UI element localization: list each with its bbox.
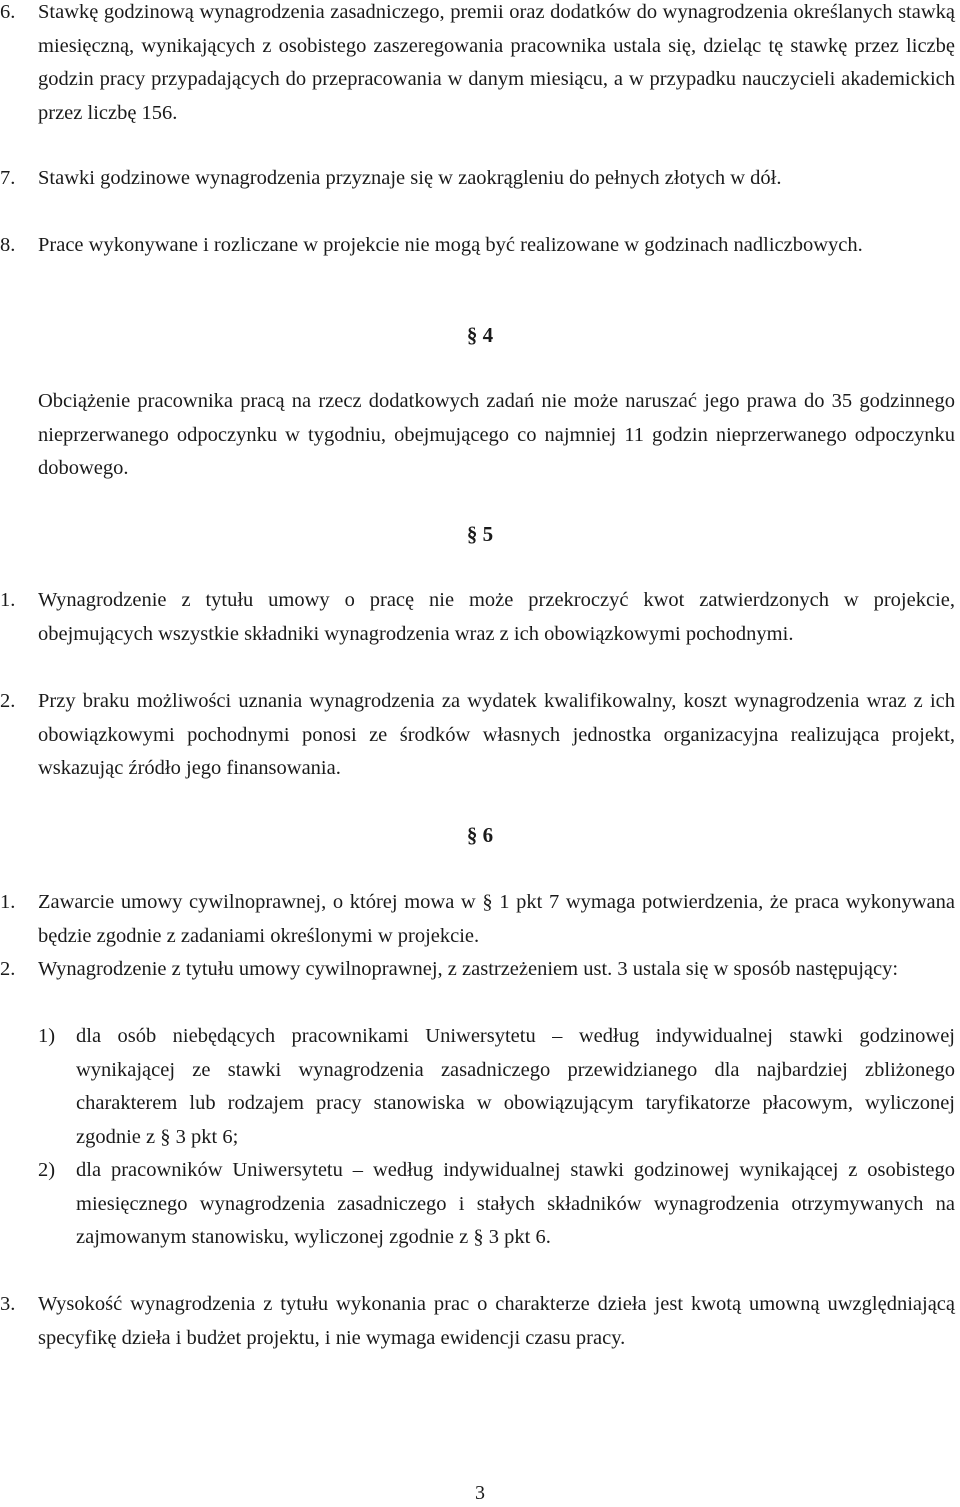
item-number: 1.	[0, 589, 16, 611]
section-6-item-3: Wysokość wynagrodzenia z tytułu wykonania prac o charakterze dzieła jest kwotą umowną uwzględniającą specyfikę dzieła i budżet projektu, i nie wymaga ewidencji czasu pracy.	[38, 1293, 955, 1349]
subitem-number: 2)	[38, 1159, 56, 1181]
section-6-item-2: Wynagrodzenie z tytułu umowy cywilnoprawnej, z zastrzeżeniem ust. 3 ustala się w sposób następujący:	[38, 958, 899, 980]
item-number: 2.	[0, 958, 16, 980]
section-heading-4: § 4	[466, 323, 494, 347]
item-number: 3.	[0, 1293, 16, 1315]
item-number: 8.	[0, 234, 16, 256]
section-heading-6: § 6	[466, 823, 494, 847]
paragraph-7: Stawki godzinowe wynagrodzenia przyznaje się w zaokrągleniu do pełnych złotych w dół.	[38, 167, 782, 189]
section-6-item-1: Zawarcie umowy cywilnoprawnej, o której mowa w § 1 pkt 7 wymaga potwierdzenia, że praca wykonywana będzie zgodnie z zadaniami określonymi w projekcie.	[38, 891, 955, 947]
item-number: 6.	[0, 1, 16, 23]
item-number: 2.	[0, 690, 16, 712]
item-number: 7.	[0, 167, 16, 189]
page-number: 3	[475, 1482, 485, 1504]
section-heading-5: § 5	[466, 522, 494, 546]
section-4-paragraph: Obciążenie pracownika pracą na rzecz dodatkowych zadań nie może naruszać jego prawa do 35 godzinnego nieprzerwanego odpoczynku w tygodniu, obejmującego co najmniej 11 godzin nieprzerwanego odpoczynku dobowego.	[38, 390, 955, 480]
paragraph-8: Prace wykonywane i rozliczane w projekcie nie mogą być realizowane w godzinach nadliczbowych.	[38, 234, 863, 256]
section-6-subitem-1: dla osób niebędących pracownikami Uniwersytetu – według indywidualnej stawki godzinowej wynikającej ze stawki wynagrodzenia zasadniczego przewidzianego dla najbardziej zbliżonego charakterem lub rodzajem pracy stanowiska w obowiązującym taryfikatorze płacowym, wyliczonej zgodnie z § 3 pkt 6;	[76, 1025, 955, 1148]
section-6-subitem-2: dla pracowników Uniwersytetu – według indywidualnej stawki godzinowej wynikającej z osobistego miesięcznego wynagrodzenia zasadniczego i stałych składników wynagrodzenia otrzymywanych na zajmowanym stanowisku, wyliczonej zgodnie z § 3 pkt 6.	[76, 1159, 955, 1249]
subitem-number: 1)	[38, 1025, 56, 1047]
item-number: 1.	[0, 891, 16, 913]
paragraph-6: Stawkę godzinową wynagrodzenia zasadniczego, premii oraz dodatków do wynagrodzenia określanych stawką miesięczną, wynikających z osobistego zaszeregowania pracownika ustala się, dzieląc tę stawkę przez liczbę godzin pracy przypadających do przepracowania w danym miesiącu, a w przypadku nauczycieli akademickich przez liczbę 156.	[38, 1, 955, 124]
section-5-item-1: Wynagrodzenie z tytułu umowy o pracę nie może przekroczyć kwot zatwierdzonych w projekcie, obejmujących wszystkie składniki wynagrodzenia wraz z ich obowiązkowymi pochodnymi.	[38, 589, 955, 645]
section-5-item-2: Przy braku możliwości uznania wynagrodzenia za wydatek kwalifikowalny, koszt wynagrodzenia wraz z ich obowiązkowymi pochodnymi ponosi ze środków własnych jednostka organizacyjna realizująca projekt, wskazując źródło jego finansowania.	[38, 690, 955, 780]
